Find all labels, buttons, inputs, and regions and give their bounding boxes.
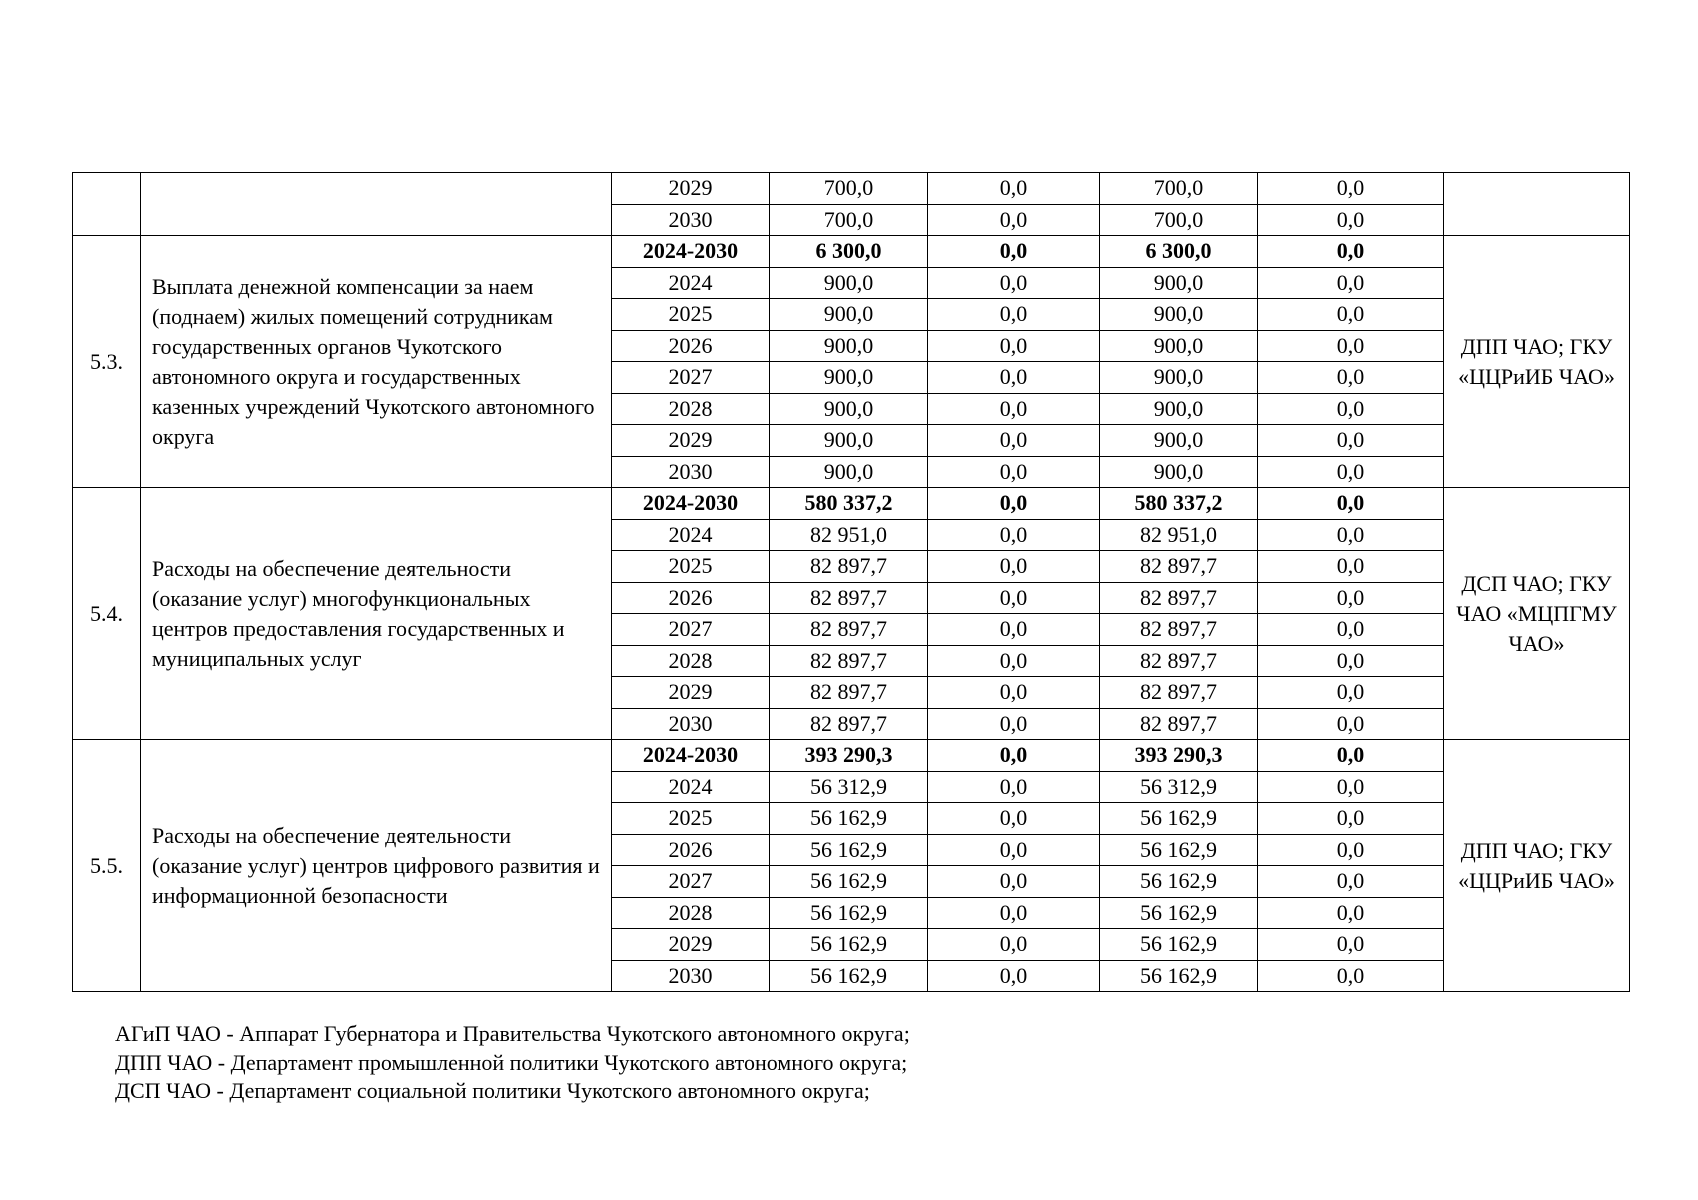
federal-budget-cell: 0,0 xyxy=(928,960,1100,992)
federal-budget-cell: 0,0 xyxy=(928,866,1100,898)
total-cell: 82 951,0 xyxy=(770,519,928,551)
table-body xyxy=(73,173,1630,992)
total-cell: 82 897,7 xyxy=(770,551,928,583)
district-budget-cell: 82 897,7 xyxy=(1100,582,1258,614)
other-sources-cell: 0,0 xyxy=(1258,582,1444,614)
other-sources-cell: 0,0 xyxy=(1258,173,1444,205)
district-budget-cell: 56 162,9 xyxy=(1100,803,1258,835)
total-cell: 900,0 xyxy=(770,362,928,394)
federal-budget-cell: 0,0 xyxy=(928,803,1100,835)
year-cell: 2030 xyxy=(612,708,770,740)
responsible-cell: ДПП ЧАО; ГКУ «ЦЦРиИБ ЧАО» xyxy=(1444,236,1630,488)
other-sources-cell: 0,0 xyxy=(1258,708,1444,740)
footnote-dpp: ДПП ЧАО - Департамент промышленной политики Чукотского автономного округа; xyxy=(115,1049,908,1075)
federal-budget-cell: 0,0 xyxy=(928,204,1100,236)
district-budget-cell: 56 162,9 xyxy=(1100,834,1258,866)
district-budget-cell: 700,0 xyxy=(1100,173,1258,205)
district-budget-cell: 56 162,9 xyxy=(1100,897,1258,929)
other-sources-cell: 0,0 xyxy=(1258,960,1444,992)
district-budget-cell: 82 897,7 xyxy=(1100,645,1258,677)
total-cell: 393 290,3 xyxy=(770,740,928,772)
other-sources-cell: 0,0 xyxy=(1258,677,1444,709)
total-cell: 82 897,7 xyxy=(770,582,928,614)
other-sources-cell: 0,0 xyxy=(1258,267,1444,299)
description-cell xyxy=(141,173,612,236)
total-cell: 900,0 xyxy=(770,425,928,457)
other-sources-cell: 0,0 xyxy=(1258,330,1444,362)
district-budget-cell: 56 162,9 xyxy=(1100,929,1258,961)
district-budget-cell: 900,0 xyxy=(1100,456,1258,488)
year-cell: 2024-2030 xyxy=(612,740,770,772)
district-budget-cell: 56 162,9 xyxy=(1100,960,1258,992)
year-cell: 2026 xyxy=(612,330,770,362)
federal-budget-cell: 0,0 xyxy=(928,897,1100,929)
other-sources-cell: 0,0 xyxy=(1258,456,1444,488)
federal-budget-cell: 0,0 xyxy=(928,771,1100,803)
other-sources-cell: 0,0 xyxy=(1258,519,1444,551)
other-sources-cell: 0,0 xyxy=(1258,236,1444,268)
total-cell: 82 897,7 xyxy=(770,645,928,677)
other-sources-cell: 0,0 xyxy=(1258,645,1444,677)
total-cell: 900,0 xyxy=(770,456,928,488)
year-cell: 2030 xyxy=(612,960,770,992)
year-cell: 2029 xyxy=(612,173,770,205)
other-sources-cell: 0,0 xyxy=(1258,614,1444,646)
district-budget-cell: 900,0 xyxy=(1100,330,1258,362)
federal-budget-cell: 0,0 xyxy=(928,929,1100,961)
description-cell: Расходы на обеспечение деятельности (оказание услуг) центров цифрового развития и информационной безопасности xyxy=(141,740,612,992)
federal-budget-cell: 0,0 xyxy=(928,362,1100,394)
year-cell: 2024 xyxy=(612,267,770,299)
other-sources-cell: 0,0 xyxy=(1258,362,1444,394)
total-cell: 900,0 xyxy=(770,299,928,331)
federal-budget-cell: 0,0 xyxy=(928,645,1100,677)
federal-budget-cell: 0,0 xyxy=(928,677,1100,709)
year-cell: 2027 xyxy=(612,614,770,646)
year-cell: 2024-2030 xyxy=(612,488,770,520)
district-budget-cell: 56 162,9 xyxy=(1100,866,1258,898)
other-sources-cell: 0,0 xyxy=(1258,771,1444,803)
row-number-cell: 5.5. xyxy=(73,740,141,992)
district-budget-cell: 900,0 xyxy=(1100,362,1258,394)
year-cell: 2027 xyxy=(612,866,770,898)
district-budget-cell: 900,0 xyxy=(1100,393,1258,425)
district-budget-cell: 56 312,9 xyxy=(1100,771,1258,803)
total-cell: 6 300,0 xyxy=(770,236,928,268)
total-cell: 900,0 xyxy=(770,393,928,425)
total-cell: 900,0 xyxy=(770,267,928,299)
district-budget-cell: 900,0 xyxy=(1100,267,1258,299)
year-cell: 2029 xyxy=(612,677,770,709)
federal-budget-cell: 0,0 xyxy=(928,582,1100,614)
year-cell: 2028 xyxy=(612,393,770,425)
total-cell: 82 897,7 xyxy=(770,708,928,740)
other-sources-cell: 0,0 xyxy=(1258,488,1444,520)
other-sources-cell: 0,0 xyxy=(1258,929,1444,961)
description-cell: Расходы на обеспечение деятельности (оказание услуг) многофункциональных центров предоставления государственных и муниципальных услуг xyxy=(141,488,612,740)
year-cell: 2025 xyxy=(612,299,770,331)
footnotes xyxy=(115,1020,910,1106)
total-cell: 900,0 xyxy=(770,330,928,362)
total-cell: 56 162,9 xyxy=(770,960,928,992)
total-cell: 56 162,9 xyxy=(770,897,928,929)
total-cell: 82 897,7 xyxy=(770,614,928,646)
year-cell: 2028 xyxy=(612,897,770,929)
district-budget-cell: 900,0 xyxy=(1100,425,1258,457)
table-row xyxy=(73,740,1630,772)
other-sources-cell: 0,0 xyxy=(1258,299,1444,331)
federal-budget-cell: 0,0 xyxy=(928,173,1100,205)
other-sources-cell: 0,0 xyxy=(1258,551,1444,583)
responsible-cell xyxy=(1444,173,1630,236)
year-cell: 2024 xyxy=(612,771,770,803)
table-row xyxy=(73,488,1630,520)
year-cell: 2029 xyxy=(612,929,770,961)
federal-budget-cell: 0,0 xyxy=(928,519,1100,551)
district-budget-cell: 700,0 xyxy=(1100,204,1258,236)
table-row xyxy=(73,236,1630,268)
total-cell: 56 162,9 xyxy=(770,866,928,898)
year-cell: 2024 xyxy=(612,519,770,551)
other-sources-cell: 0,0 xyxy=(1258,897,1444,929)
row-number-cell: 5.3. xyxy=(73,236,141,488)
year-cell: 2029 xyxy=(612,425,770,457)
district-budget-cell: 82 897,7 xyxy=(1100,614,1258,646)
total-cell: 56 312,9 xyxy=(770,771,928,803)
row-number-cell: 5.4. xyxy=(73,488,141,740)
total-cell: 56 162,9 xyxy=(770,929,928,961)
other-sources-cell: 0,0 xyxy=(1258,803,1444,835)
district-budget-cell: 82 897,7 xyxy=(1100,551,1258,583)
other-sources-cell: 0,0 xyxy=(1258,425,1444,457)
federal-budget-cell: 0,0 xyxy=(928,393,1100,425)
description-cell: Выплата денежной компенсации за наем (поднаем) жилых помещений сотрудникам государственных органов Чукотского автономного округа и государственных казенных учреждений Чукотского автономного округа xyxy=(141,236,612,488)
other-sources-cell: 0,0 xyxy=(1258,204,1444,236)
year-cell: 2025 xyxy=(612,803,770,835)
district-budget-cell: 900,0 xyxy=(1100,299,1258,331)
year-cell: 2027 xyxy=(612,362,770,394)
total-cell: 56 162,9 xyxy=(770,834,928,866)
federal-budget-cell: 0,0 xyxy=(928,299,1100,331)
district-budget-cell: 82 897,7 xyxy=(1100,677,1258,709)
district-budget-cell: 82 951,0 xyxy=(1100,519,1258,551)
federal-budget-cell: 0,0 xyxy=(928,330,1100,362)
footnote-agip: АГиП ЧАО - Аппарат Губернатора и Правительства Чукотского автономного округа; xyxy=(115,1021,910,1046)
responsible-cell: ДПП ЧАО; ГКУ «ЦЦРиИБ ЧАО» xyxy=(1444,740,1630,992)
year-cell: 2030 xyxy=(612,456,770,488)
total-cell: 700,0 xyxy=(770,204,928,236)
district-budget-cell: 82 897,7 xyxy=(1100,708,1258,740)
federal-budget-cell: 0,0 xyxy=(928,708,1100,740)
other-sources-cell: 0,0 xyxy=(1258,740,1444,772)
other-sources-cell: 0,0 xyxy=(1258,834,1444,866)
federal-budget-cell: 0,0 xyxy=(928,834,1100,866)
budget-table xyxy=(72,172,1630,992)
federal-budget-cell: 0,0 xyxy=(928,236,1100,268)
other-sources-cell: 0,0 xyxy=(1258,393,1444,425)
row-number-cell xyxy=(73,173,141,236)
total-cell: 82 897,7 xyxy=(770,677,928,709)
table-row xyxy=(73,173,1630,205)
year-cell: 2028 xyxy=(612,645,770,677)
responsible-cell: ДСП ЧАО; ГКУ ЧАО «МЦПГМУ ЧАО» xyxy=(1444,488,1630,740)
district-budget-cell: 393 290,3 xyxy=(1100,740,1258,772)
federal-budget-cell: 0,0 xyxy=(928,456,1100,488)
federal-budget-cell: 0,0 xyxy=(928,614,1100,646)
federal-budget-cell: 0,0 xyxy=(928,488,1100,520)
total-cell: 56 162,9 xyxy=(770,803,928,835)
footnote-dsp: ДСП ЧАО - Департамент социальной политики Чукотского автономного округа; xyxy=(115,1078,870,1103)
district-budget-cell: 6 300,0 xyxy=(1100,236,1258,268)
district-budget-cell: 580 337,2 xyxy=(1100,488,1258,520)
total-cell: 700,0 xyxy=(770,173,928,205)
year-cell: 2026 xyxy=(612,834,770,866)
year-cell: 2024-2030 xyxy=(612,236,770,268)
year-cell: 2025 xyxy=(612,551,770,583)
year-cell: 2030 xyxy=(612,204,770,236)
federal-budget-cell: 0,0 xyxy=(928,267,1100,299)
year-cell: 2026 xyxy=(612,582,770,614)
total-cell: 580 337,2 xyxy=(770,488,928,520)
federal-budget-cell: 0,0 xyxy=(928,425,1100,457)
other-sources-cell: 0,0 xyxy=(1258,866,1444,898)
federal-budget-cell: 0,0 xyxy=(928,551,1100,583)
federal-budget-cell: 0,0 xyxy=(928,740,1100,772)
